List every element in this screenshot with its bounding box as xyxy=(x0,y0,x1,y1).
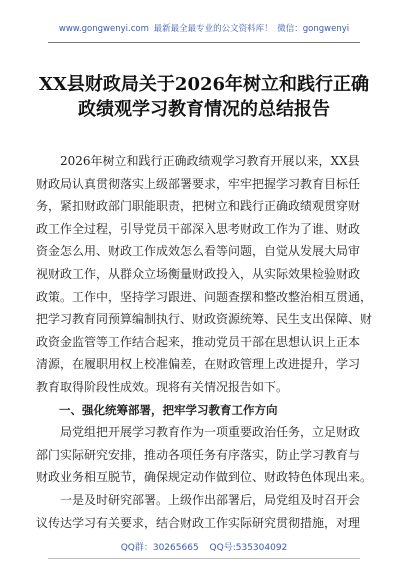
document-title xyxy=(20,72,388,122)
page-footer xyxy=(0,540,408,553)
section-heading: 一、强化统筹部署，把牢学习教育工作方向 xyxy=(36,402,278,417)
body-line: 财政业务相互脱节，确保规定动作做到位、财政特色体现出来。 xyxy=(36,470,373,485)
body-line: 2026年树立和践行正确政绩观学习教育开展以来，XX县 xyxy=(36,154,360,168)
body-line: 教育取得阶段性成效。现将有关情况报告如下。 xyxy=(36,379,289,394)
footer-qq: QQ号:535304092 xyxy=(209,543,288,553)
footer-divider xyxy=(48,558,360,559)
body-line: 部门实际研究安排，推动各项任务有序落实，防止学习教育与 xyxy=(36,447,361,462)
document-body xyxy=(36,150,374,534)
body-line: 资金怎么用、财政工作成效怎么看等问题，自觉从发展大局审 xyxy=(36,244,361,259)
page-header xyxy=(0,22,408,34)
title-line-1: XX县财政局关于2026年树立和践行正确 xyxy=(38,74,370,95)
body-line: 清源，在履职用权上校准偏差，在财政管理上改进提升，学习 xyxy=(36,357,361,372)
title-line-2: 政绩观学习教育情况的总结报告 xyxy=(78,99,330,120)
body-line: 财政局认真贯彻落实上级部署要求，牢牢把握学习教育目标任 xyxy=(36,176,361,191)
footer-qq-group: QQ群：30265665 xyxy=(120,543,199,553)
body-line: 议传达学习有关要求，结合财政工作实际研究贯彻措施，对理 xyxy=(36,515,361,530)
header-wechat: 微信：gongwenyi xyxy=(277,24,350,34)
body-line: 视财政工作，从群众立场衡量财政投入，从实际效果检验财政 xyxy=(36,266,361,281)
body-line: 局党组把开展学习教育作为一项重要政治任务，立足财政 xyxy=(36,425,361,440)
body-line: 政策。工作中，坚持学习跟进、问题查摆和整改整治相互贯通， xyxy=(36,289,373,304)
header-tagline: 最新最全最专业的公文资料库！ xyxy=(153,24,273,34)
body-line: 政工作全过程，引导党员干部深入思考财政工作为了谁、财政 xyxy=(36,221,361,236)
body-line: 把学习教育同预算编制执行、财政资源统筹、民生支出保障、财 xyxy=(36,312,373,327)
body-line: 一是及时研究部署。上级作出部署后，局党组及时召开会 xyxy=(36,492,361,507)
body-line: 务，紧扣财政部门职能职责，把树立和践行正确政绩观贯穿财 xyxy=(36,199,361,214)
body-line: 政资金监管等工作结合起来，推动党员干部在思想认识上正本 xyxy=(36,334,361,349)
header-divider xyxy=(48,42,360,43)
website-link[interactable]: www.gongwenyi.com xyxy=(58,24,149,34)
